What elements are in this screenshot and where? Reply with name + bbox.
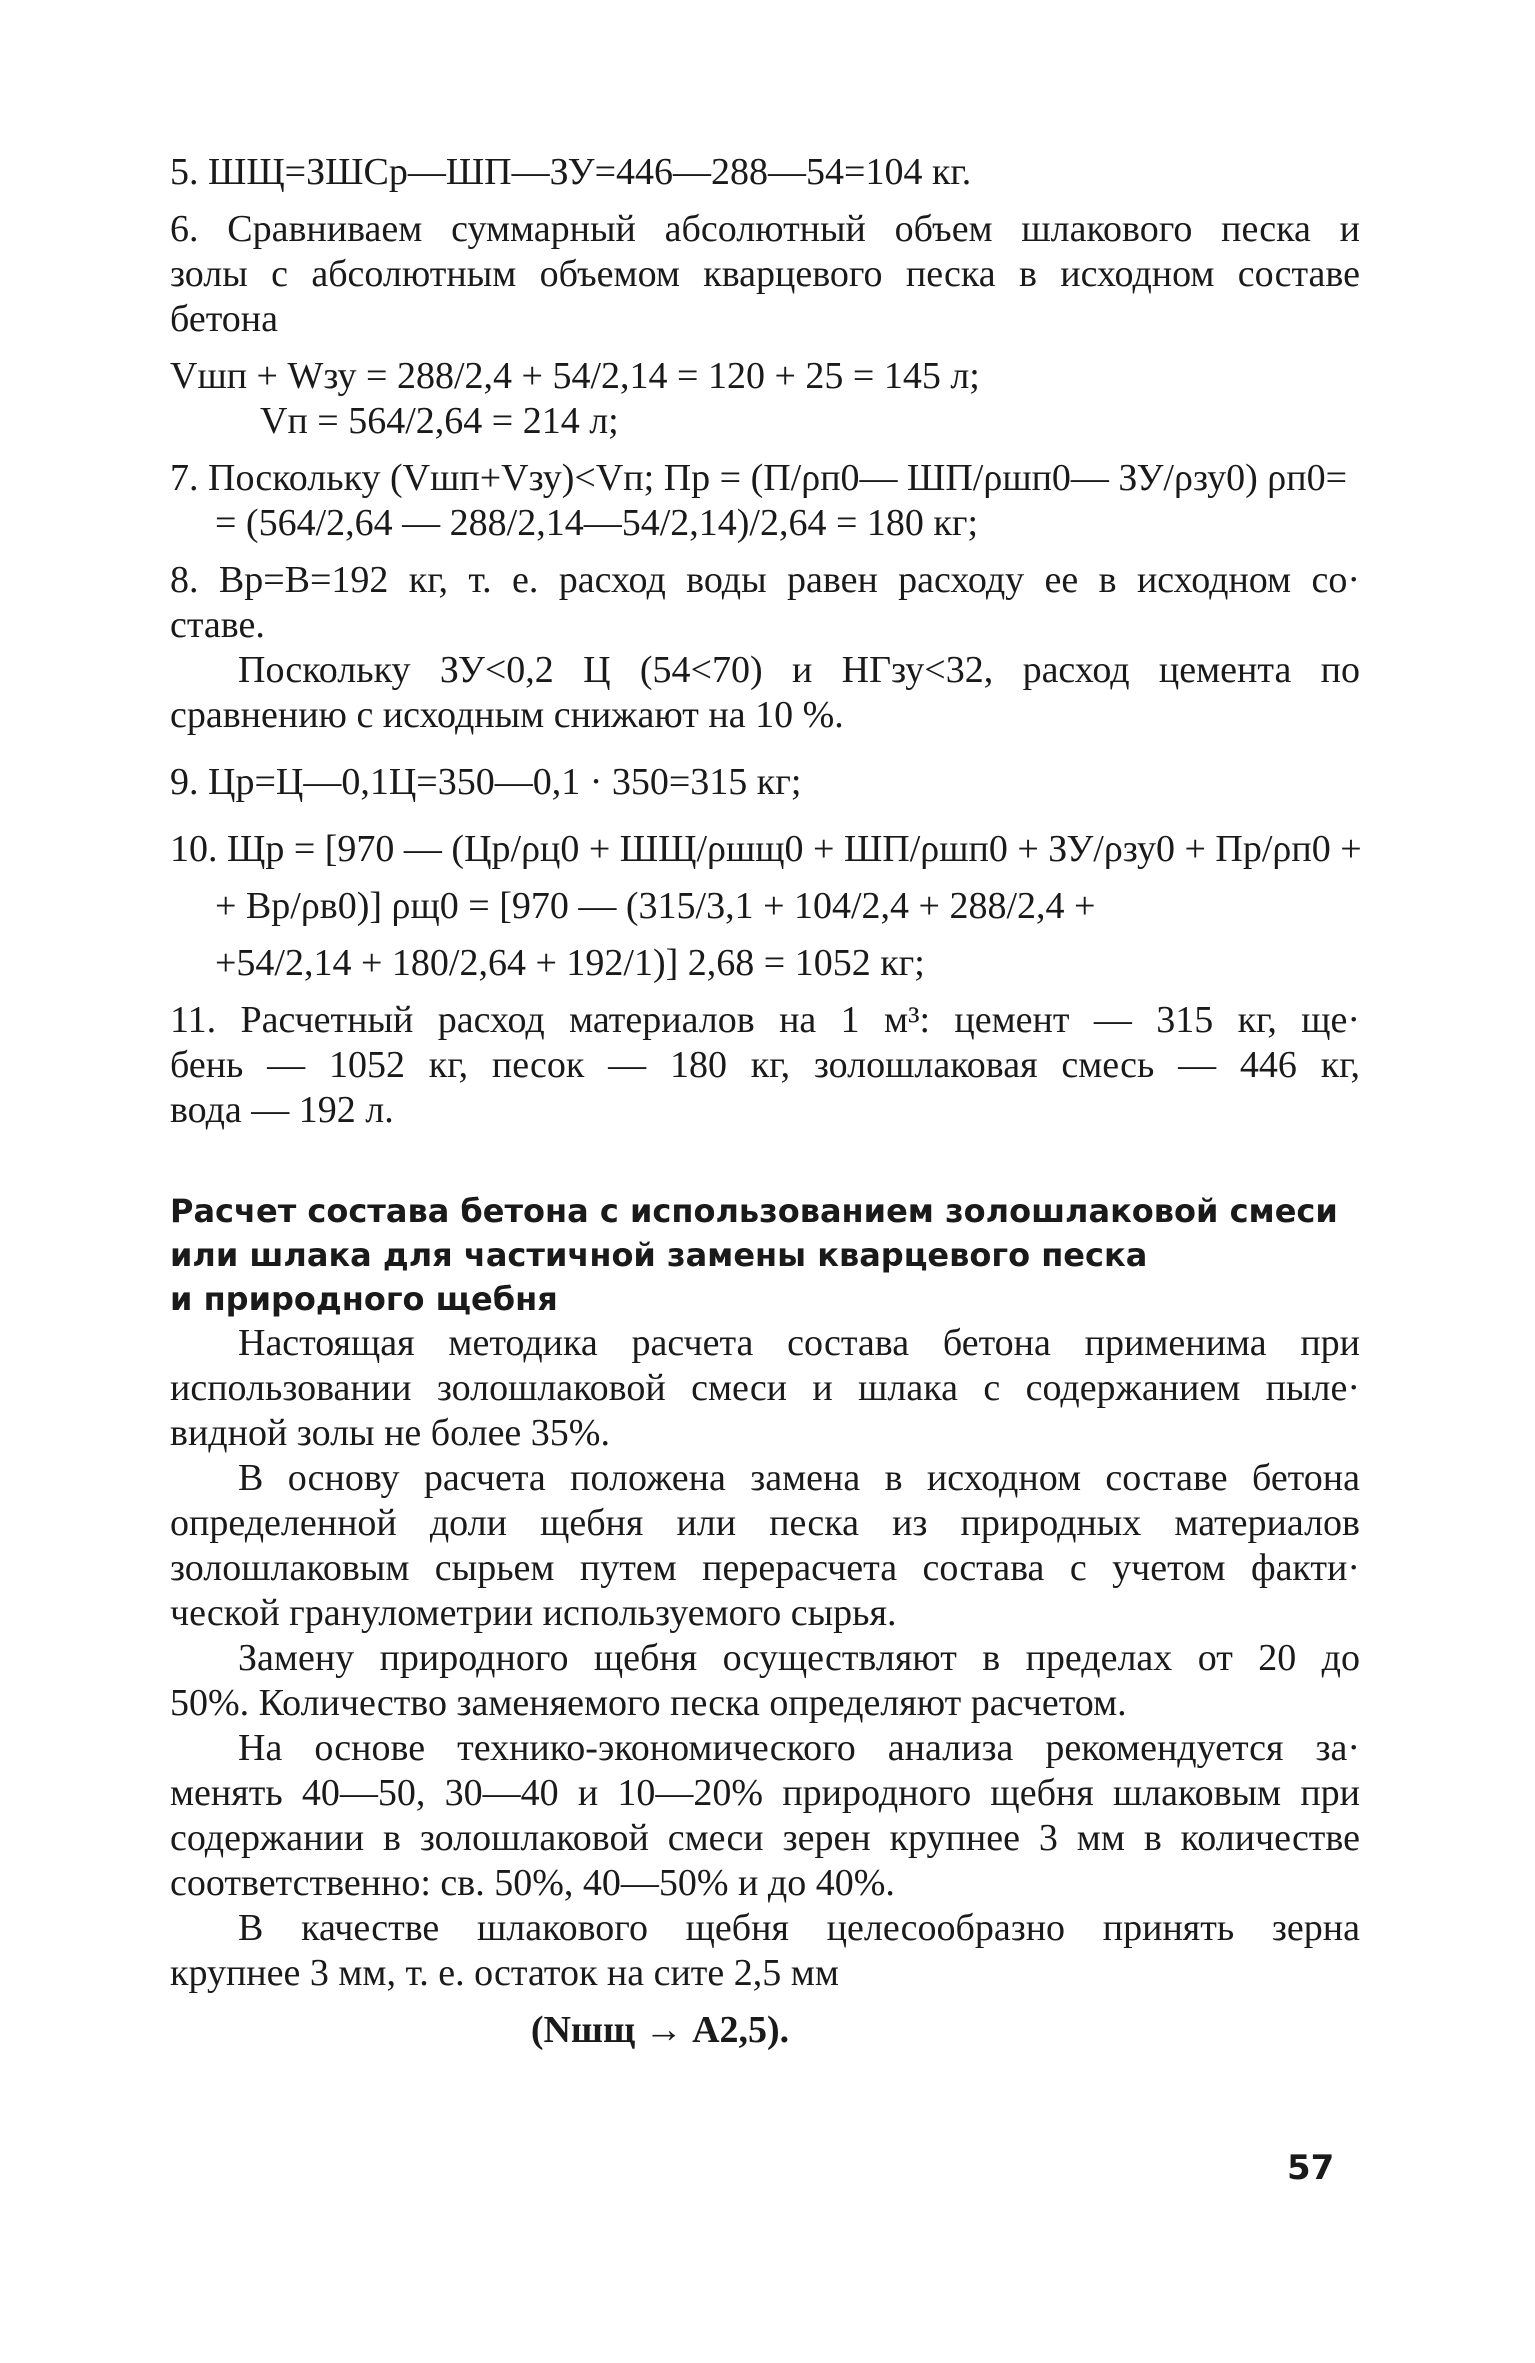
step-10-line-3: +54/2,14 + 180/2,64 + 192/1)] 2,68 = 1052 кг; [215, 942, 925, 984]
final-formula: (Nшщ → A2,5). [530, 2009, 790, 2051]
step-10-line-2: + Вр/ρв0)] ρщ0 = [970 — (315/3,1 + 104/2,4 + 288/2,4 + [215, 885, 1096, 927]
step-7-continuation: = (564/2,64 — 288/2,14—54/2,14)/2,64 = 180 кг; [215, 502, 979, 544]
paragraph-4-line-2: менять 40—50, 30—40 и 10—20% природного щебня шлаковым при [170, 1772, 1360, 1814]
step-8-note-line-1: Поскольку ЗУ<0,2 Ц (54<70) и НГзу<32, расход цемента по [238, 649, 1360, 691]
paragraph-4-line-1: На основе технико-экономического анализа рекомендуется за· [238, 1727, 1360, 1769]
step-8-note-line-2: сравнению с исходным снижают на 10 %. [170, 694, 844, 736]
formula-volume-slag-ash: Vшп + Wзу = 288/2,4 + 54/2,14 = 120 + 25 = 145 л; [170, 355, 980, 397]
step-6-line-3: бетона [170, 298, 279, 340]
paragraph-2-line-1: В основу расчета положена замена в исходном составе бетона [238, 1457, 1360, 1499]
step-10-line-1: 10. Щр = [970 — (Цр/ρц0 + ШЩ/ρшщ0 + ШП/ρшп0 + ЗУ/ρзу0 + Пр/ρп0 + [170, 828, 1362, 870]
section-heading-line-2: или шлака для частичной замены кварцевого песка [170, 1236, 1148, 1274]
paragraph-2-line-4: ческой гранулометрии используемого сырья. [170, 1592, 897, 1634]
step-8-line-1: 8. Вр=В=192 кг, т. е. расход воды равен расходу ее в исходном со· [170, 559, 1360, 601]
step-6-line-1: 6. Сравниваем суммарный абсолютный объем шлакового песка и [170, 208, 1360, 250]
step-11-line-3: вода — 192 л. [170, 1089, 394, 1131]
page-number: 57 [1287, 2148, 1335, 2188]
section-heading-line-1: Расчет состава бетона с использованием золошлаковой смеси [170, 1192, 1338, 1230]
document-page [170, 150, 1360, 2053]
paragraph-2-line-3: золошлаковым сырьем путем перерасчета состава с учетом факти· [170, 1547, 1360, 1589]
paragraph-5-line-2: крупнее 3 мм, т. е. остаток на сите 2,5 мм [170, 1952, 839, 1994]
formula-volume-sand: Vп = 564/2,64 = 214 л; [260, 400, 619, 442]
paragraph-3-line-1: Замену природного щебня осуществляют в пределах от 20 до [238, 1637, 1360, 1679]
paragraph-5-line-1: В качестве шлакового щебня целесообразно принять зерна [238, 1907, 1360, 1949]
step-11-line-1: 11. Расчетный расход материалов на 1 м³: цемент — 315 кг, ще· [170, 999, 1360, 1041]
step-8-line-2: ставе. [170, 604, 265, 646]
step-5: 5. ШЩ=ЗШСр—ШП—ЗУ=446—288—54=104 кг. [170, 151, 972, 193]
step-7: 7. Поскольку (Vшп+Vзу)<Vп; Пр = (П/ρп0— ШП/ρшп0— ЗУ/ρзу0) ρп0= [170, 457, 1348, 499]
section-heading-line-3: и природного щебня [170, 1280, 558, 1318]
paragraph-1-line-2: использовании золошлаковой смеси и шлака с содержанием пыле· [170, 1367, 1360, 1409]
paragraph-1-line-1: Настоящая методика расчета состава бетона применима при [238, 1322, 1360, 1364]
paragraph-4-line-3: содержании в золошлаковой смеси зерен крупнее 3 мм в количестве [170, 1817, 1360, 1859]
paragraph-1-line-3: видной золы не более 35%. [170, 1412, 610, 1454]
paragraph-2-line-2: определенной доли щебня или песка из природных материалов [170, 1502, 1360, 1544]
step-9: 9. Цр=Ц—0,1Ц=350—0,1 · 350=315 кг; [170, 761, 802, 803]
step-11-line-2: бень — 1052 кг, песок — 180 кг, золошлаковая смесь — 446 кг, [170, 1044, 1360, 1086]
paragraph-3-line-2: 50%. Количество заменяемого песка определяют расчетом. [170, 1682, 1127, 1724]
paragraph-4-line-4: соответственно: св. 50%, 40—50% и до 40%. [170, 1862, 895, 1904]
step-6-line-2: золы с абсолютным объемом кварцевого песка в исходном составе [170, 253, 1360, 295]
